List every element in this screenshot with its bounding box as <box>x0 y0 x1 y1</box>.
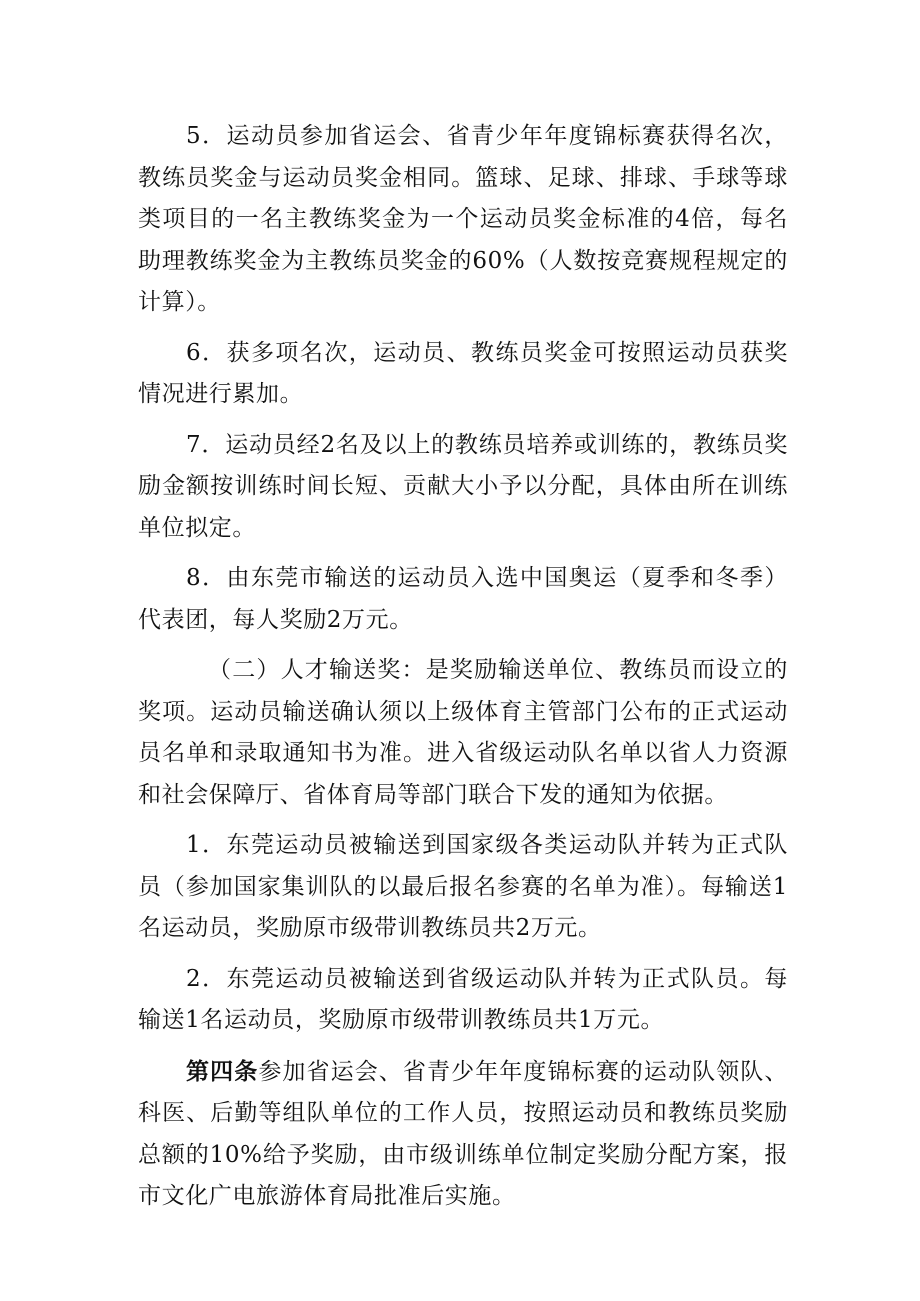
paragraph-item-5: 5．运动员参加省运会、省青少年年度锦标赛获得名次，教练员奖金与运动员奖金相同。篮球、足球、排球、手球等球类项目的一名主教练奖金为一个运动员奖金标准的4倍，每名助理教练奖金为主教练员奖金的60%（人数按竞赛规程规定的计算）。 <box>138 123 788 315</box>
article-four <box>138 1051 788 1218</box>
paragraph-transfer-2: 2．东莞运动员被输送到省级运动队并转为正式队员。每输送1名运动员，奖励原市级带训教练员共1万元。 <box>138 965 788 1033</box>
section-talent-transfer-award: （二）人才输送奖：是奖励输送单位、教练员而设立的奖项。运动员输送确认须以上级体育主管部门公布的正式运动员名单和录取通知书为准。进入省级运动队名单以省人力资源和社会保障厅、省体育局等部门联合下发的通知为依据。 <box>138 657 788 808</box>
article-four-heading: 第四条 <box>186 1057 259 1085</box>
document-body <box>138 116 788 1227</box>
paragraph-item-6: 6．获多项名次，运动员、教练员奖金可按照运动员获奖情况进行累加。 <box>138 339 788 407</box>
paragraph-transfer-1: 1．东莞运动员被输送到国家级各类运动队并转为正式队员（参加国家集训队的以最后报名参赛的名单为准）。每输送1名运动员，奖励原市级带训教练员共2万元。 <box>138 832 788 941</box>
paragraph-item-8: 8．由东莞市输送的运动员入选中国奥运（夏季和冬季）代表团，每人奖励2万元。 <box>138 565 788 633</box>
paragraph-item-7: 7．运动员经2名及以上的教练员培养或训练的，教练员奖励金额按训练时间长短、贡献大小予以分配，具体由所在训练单位拟定。 <box>138 431 788 541</box>
article-four-text: 参加省运会、省青少年年度锦标赛的运动队领队、科医、后勤等组队单位的工作人员，按照运动员和教练员奖励总额的10%给予奖励，由市级训练单位制定奖励分配方案，报市文化广电旅游体育局批准后实施。 <box>138 1058 788 1209</box>
